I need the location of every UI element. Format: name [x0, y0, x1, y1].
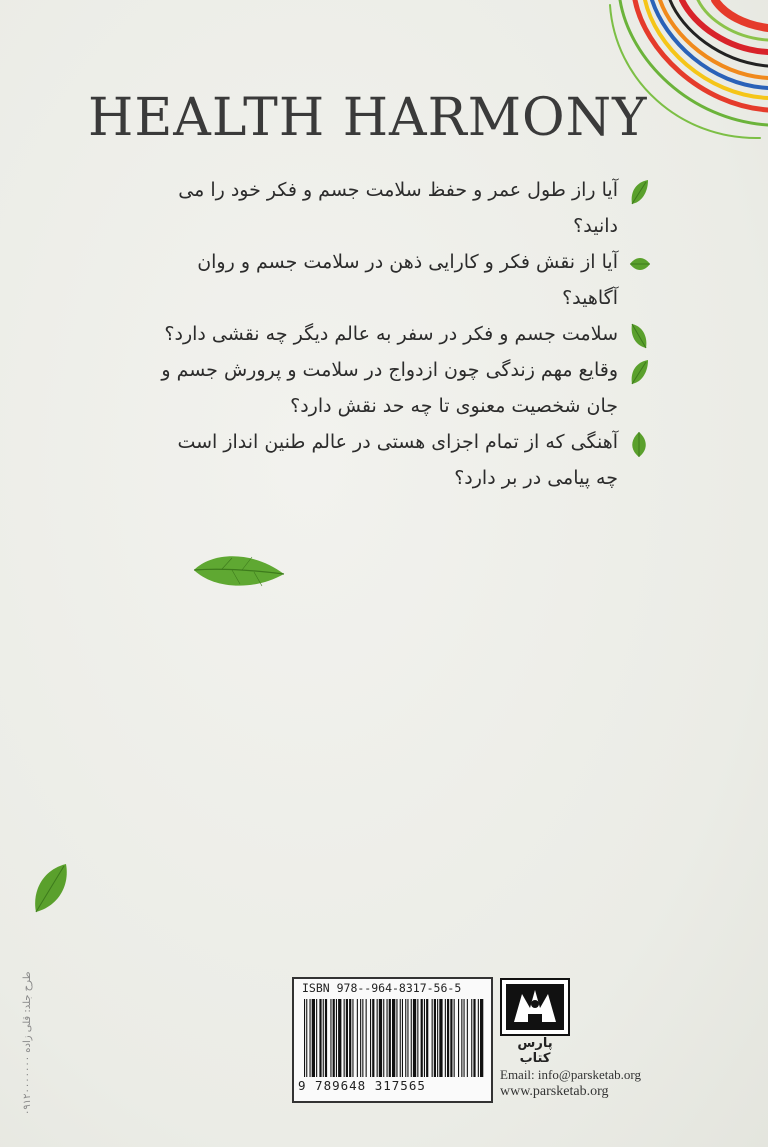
- leaf-bullet-icon: [628, 430, 650, 458]
- cover-design-credit: [2, 971, 33, 1115]
- publisher-block: [500, 978, 570, 1066]
- leaf-bullet-icon: [628, 178, 650, 206]
- publisher-website: www.parsketab.org: [500, 1084, 609, 1099]
- question-item: [150, 424, 650, 496]
- publisher-logo-icon: [500, 978, 570, 1036]
- isbn-label: ISBN 978--964-8317-56-5: [302, 981, 462, 995]
- contact-info: [500, 1066, 641, 1101]
- leaf-bullet-icon: [628, 250, 650, 278]
- question-list: [150, 172, 650, 496]
- isbn-barcode-box: [292, 977, 493, 1103]
- credit-text: طرح جلد: قلی زاده ۰۹۱۲۰۰۰۰۰۰۰: [22, 971, 33, 1115]
- question-item: [150, 316, 650, 352]
- question-text: آیا راز طول عمر و حفظ سلامت جسم و فکر خود را می دانید؟: [178, 179, 618, 237]
- question-item: [150, 172, 650, 244]
- question-text: آهنگی که از تمام اجزای هستی در عالم طنین انداز است چه پیامی در بر دارد؟: [177, 431, 618, 489]
- book-title: HEALTH HARMONY: [88, 88, 648, 148]
- leaf-bullet-icon: [628, 322, 650, 350]
- barcode: [302, 999, 485, 1077]
- question-item: [150, 244, 650, 316]
- leaf-bullet-icon: [628, 358, 650, 386]
- publisher-email: Email: info@parsketab.org: [500, 1067, 641, 1082]
- question-text: وقایع مهم زندگی چون ازدواج در سلامت و پرورش جسم و جان شخصیت معنوی تا چه حد نقش دارد؟: [161, 359, 618, 417]
- floating-leaf-icon: [192, 548, 286, 592]
- publisher-name: پارس کتاب: [517, 1036, 553, 1066]
- question-text: سلامت جسم و فکر در سفر به عالم دیگر چه نقشی دارد؟: [164, 323, 618, 345]
- barcode-digits: 9 789648 317565: [298, 1078, 426, 1093]
- question-text: آیا از نقش فکر و کارایی ذهن در سلامت جسم و روان آگاهید؟: [197, 251, 618, 309]
- floating-leaf-icon: [32, 862, 70, 914]
- question-item: [150, 352, 650, 424]
